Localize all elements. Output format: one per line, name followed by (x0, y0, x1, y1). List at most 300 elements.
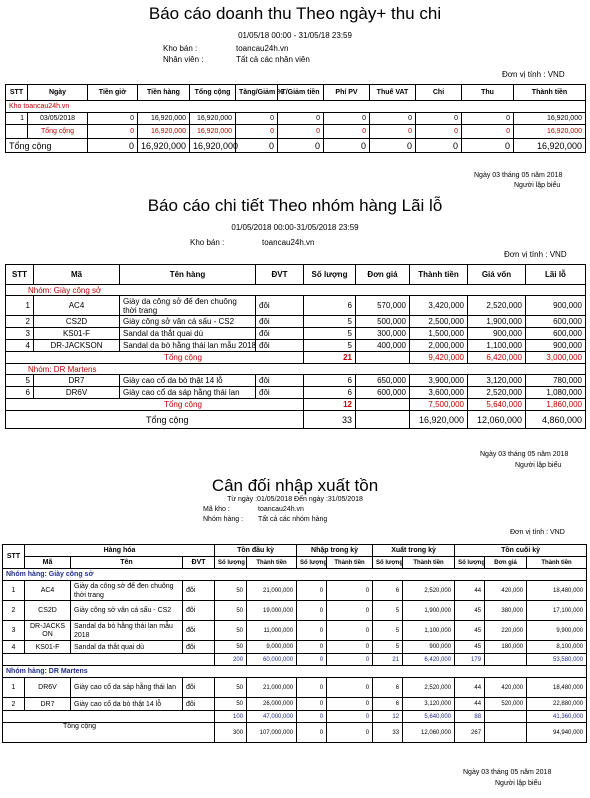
cell: 500,000 (356, 316, 410, 328)
report1-store-label: Kho bán : (163, 44, 198, 53)
cell: 5 (304, 328, 356, 340)
cell: 16,920,000 (514, 139, 586, 153)
cell: 300,000 (356, 328, 410, 340)
cell: 300 (215, 723, 247, 743)
cell: 0 (236, 125, 278, 139)
cell: 900,000 (403, 641, 455, 654)
cell: 0 (297, 601, 327, 621)
cell: 267 (455, 723, 485, 743)
report2-date: Ngày 03 tháng 05 năm 2018 (480, 451, 569, 458)
cell: đôi (183, 601, 215, 621)
col-header: Lãi lỗ (526, 265, 586, 285)
cell: đôi (183, 581, 215, 601)
cell: DR7 (25, 698, 71, 711)
report3-unit: Đơn vị tính : VND (510, 529, 565, 536)
cell: 1,080,000 (526, 387, 586, 399)
subtotal-spacer (3, 654, 215, 666)
cell: 0 (327, 698, 373, 711)
report2-store-value: toancau24h.vn (262, 238, 315, 247)
cell: 50 (215, 581, 247, 601)
col-header: Thành tiền (327, 557, 373, 569)
report2-store-label: Kho bán : (190, 238, 225, 247)
cell: 0 (327, 621, 373, 641)
col-header: Hàng hóa (25, 545, 215, 557)
cell: AC4 (34, 296, 120, 316)
col-header: Nhập trong kỳ (297, 545, 373, 557)
cell: 6 (373, 581, 403, 601)
total-row (6, 139, 586, 153)
cell: 50 (215, 641, 247, 654)
cell: 3,420,000 (410, 296, 468, 316)
group-label: Nhóm: Giày công sở (6, 285, 586, 296)
cell: 3,600,000 (410, 387, 468, 399)
col-header: STT (3, 545, 25, 569)
cell: 0 (416, 125, 462, 139)
report1-title: Báo cáo doanh thu Theo ngày+ thu chi (148, 4, 442, 23)
cell: đôi (256, 328, 304, 340)
cell: 2,520,000 (403, 581, 455, 601)
cell: 6 (373, 678, 403, 698)
cell: Giày cao cổ da sáp hằng thái lan (120, 387, 256, 399)
cell: 0 (416, 113, 462, 125)
cell: 1 (3, 678, 25, 698)
cell: 0 (462, 113, 514, 125)
cell: 50 (215, 621, 247, 641)
cell: AC4 (25, 581, 71, 601)
cell: 0 (297, 641, 327, 654)
cell: 6,420,000 (468, 352, 526, 364)
cell: 0 (416, 139, 462, 153)
subtotal-row (3, 654, 587, 666)
table-row (6, 296, 586, 316)
cell: 0 (88, 113, 138, 125)
col-header: Thu (462, 85, 514, 101)
cell: 3 (3, 621, 25, 641)
col-header: STT (6, 85, 28, 101)
cell: Giày da công sở đế đen chuông thời trang (120, 296, 256, 316)
cell: 1,900,000 (468, 316, 526, 328)
cell: 16,920,000 (514, 125, 586, 139)
col-header: Số lượng (373, 557, 403, 569)
cell: 60,000,000 (247, 654, 297, 666)
cell: 50 (215, 601, 247, 621)
subtotal-label: Tổng cộng (6, 399, 304, 411)
table-row (6, 113, 586, 125)
cell: 0 (278, 113, 324, 125)
cell: 0 (297, 678, 327, 698)
cell: đôi (256, 375, 304, 387)
cell: 21 (304, 352, 356, 364)
col-header: ĐVT (256, 265, 304, 285)
cell: đôi (256, 387, 304, 399)
cell: 4,860,000 (526, 411, 586, 429)
cell: 0 (327, 641, 373, 654)
cell: 5,640,000 (468, 399, 526, 411)
cell: 44 (455, 698, 485, 711)
profit-table (5, 264, 586, 429)
cell: 16,920,000 (410, 411, 468, 429)
cell: 6 (304, 375, 356, 387)
cell: Sandal da thắt quai dù (120, 328, 256, 340)
report3-title: Cân đối nhập xuất tồn (211, 476, 379, 495)
col-header: Thành tiền (247, 557, 297, 569)
col-header: Tổng cộng (190, 85, 236, 101)
report1-staff-value: Tất cả các nhân viên (236, 55, 310, 64)
cell: 21,000,000 (247, 581, 297, 601)
cell: 2 (3, 698, 25, 711)
col-header: Tiền hàng (138, 85, 190, 101)
cell: DR6V (25, 678, 71, 698)
group-label: Nhóm hàng: DR Martens (3, 666, 587, 678)
cell: 4 (6, 340, 34, 352)
cell: 9,420,000 (410, 352, 468, 364)
subtotal-row (6, 125, 586, 139)
report1-unit: Đơn vị tính : VND (502, 70, 565, 79)
revenue-group-row (6, 101, 586, 113)
col-header: Tồn đầu kỳ (215, 545, 297, 557)
cell: 0 (278, 125, 324, 139)
cell: 0 (278, 139, 324, 153)
report1-store-value: toancau24h.vn (236, 44, 289, 53)
report3-group-label: Nhóm hàng : (203, 516, 244, 523)
cell: Giày cao cổ da bò thật 14 lỗ (120, 375, 256, 387)
col-header: Số lượng (455, 557, 485, 569)
cell: 1,100,000 (403, 621, 455, 641)
cell: 16,920,000 (514, 113, 586, 125)
cell: 41,360,000 (527, 711, 587, 723)
cell: 21,000,000 (247, 678, 297, 698)
col-header: Thành tiền (410, 265, 468, 285)
cell: 0 (462, 125, 514, 139)
cell: Sandal da thắt quai dù (71, 641, 183, 654)
table-row (6, 375, 586, 387)
cell: 570,000 (356, 296, 410, 316)
cell: 03/05/2018 (28, 113, 88, 125)
group-label: Kho toancau24h.vn (6, 101, 586, 113)
report1-date-range: 01/05/18 00:00 - 31/05/18 23:59 (238, 31, 352, 40)
cell: 44 (455, 678, 485, 698)
group-row (6, 285, 586, 296)
cell: 12 (373, 711, 403, 723)
cell: 1,100,000 (468, 340, 526, 352)
cell: 900,000 (526, 340, 586, 352)
cell (485, 711, 527, 723)
total-label: Tổng cộng (6, 139, 88, 153)
cell: Giày công sở vân cá sấu - CS2 (71, 601, 183, 621)
cell: 33 (373, 723, 403, 743)
report2-date-range: 01/05/2018 00:00-31/05/2018 23:59 (231, 223, 359, 232)
col-header: Mã (25, 557, 71, 569)
cell: 900,000 (526, 296, 586, 316)
group-label: Nhóm hàng: Giày công sở (3, 569, 587, 581)
cell: 0 (370, 139, 416, 153)
cell: 7,500,000 (410, 399, 468, 411)
report1-staff-label: Nhân viên : (163, 55, 204, 64)
cell: 900,000 (468, 328, 526, 340)
cell: Giày cao cổ da sáp hằng thái lan (71, 678, 183, 698)
report1-date: Ngày 03 tháng 05 năm 2018 (474, 172, 563, 179)
cell: 5 (304, 340, 356, 352)
subtotal-label: Tổng cộng (28, 125, 88, 139)
subtotal-row (6, 399, 586, 411)
table-row (6, 316, 586, 328)
table-row (3, 601, 587, 621)
cell: 47,000,000 (247, 711, 297, 723)
report3-group-value: Tất cả các nhóm hàng (258, 516, 328, 523)
cell: Giày da công sở đế đen chuông thời trang (71, 581, 183, 601)
inventory-header-row (3, 545, 587, 557)
cell: 2,520,000 (403, 678, 455, 698)
cell: CS2D (34, 316, 120, 328)
table-row (6, 387, 586, 399)
cell: 3,900,000 (410, 375, 468, 387)
cell: 1 (6, 113, 28, 125)
cell: 5,640,000 (403, 711, 455, 723)
group-row (6, 364, 586, 375)
cell: 26,000,000 (247, 698, 297, 711)
cell: 180,000 (485, 641, 527, 654)
cell: 3,120,000 (403, 698, 455, 711)
cell: 5 (304, 316, 356, 328)
col-header: Tên (71, 557, 183, 569)
subtotal-label: Tổng cộng (6, 352, 304, 364)
cell: 45 (455, 621, 485, 641)
col-header: Thuế VAT (370, 85, 416, 101)
col-header: Xuất trong kỳ (373, 545, 455, 557)
col-header: STT (6, 265, 34, 285)
revenue-header-row (6, 85, 586, 101)
cell: 0 (370, 113, 416, 125)
cell: 12,060,000 (403, 723, 455, 743)
cell: 1,500,000 (410, 328, 468, 340)
cell: 0 (327, 678, 373, 698)
cell: 0 (88, 125, 138, 139)
cell: 16,920,000 (138, 125, 190, 139)
cell: 600,000 (526, 328, 586, 340)
report2-title: Báo cáo chi tiết Theo nhóm hàng Lãi lỗ (147, 196, 443, 215)
cell: 9,900,000 (527, 621, 587, 641)
cell: 6 (373, 698, 403, 711)
col-header: Tiền giờ (88, 85, 138, 101)
total-label: Tổng cộng (3, 723, 215, 743)
cell: 600,000 (526, 316, 586, 328)
total-label: Tổng cộng (6, 411, 304, 429)
cell: KS01-F (25, 641, 71, 654)
cell: 0 (297, 581, 327, 601)
col-header: Thành tiền (527, 557, 587, 569)
cell: 50 (215, 698, 247, 711)
cell: 100 (215, 711, 247, 723)
cell: 3 (6, 328, 34, 340)
report2-unit: Đơn vị tính : VND (504, 250, 567, 259)
cell: 19,000,000 (247, 601, 297, 621)
inventory-table (2, 544, 587, 743)
cell: 400,000 (356, 340, 410, 352)
cell: 4 (3, 641, 25, 654)
col-header: Phí PV (324, 85, 370, 101)
cell: 520,000 (485, 698, 527, 711)
cell: 600,000 (356, 387, 410, 399)
cell: 17,100,000 (527, 601, 587, 621)
col-header: Ngày (28, 85, 88, 101)
cell: 94,940,000 (527, 723, 587, 743)
report3-signer: Người lập biểu (495, 780, 542, 787)
cell: 53,580,000 (527, 654, 587, 666)
col-header: Tên hàng (120, 265, 256, 285)
cell: 45 (455, 601, 485, 621)
cell: 16,920,000 (190, 125, 236, 139)
cell: DR7 (34, 375, 120, 387)
cell: 88 (455, 711, 485, 723)
group-label: Nhóm: DR Martens (6, 364, 586, 375)
cell: 2 (6, 316, 34, 328)
cell: 2,000,000 (410, 340, 468, 352)
cell: 0 (324, 113, 370, 125)
subtotal-row (6, 352, 586, 364)
cell: 2,520,000 (468, 296, 526, 316)
profit-header-row (6, 265, 586, 285)
cell: 0 (88, 139, 138, 153)
cell: 1,860,000 (526, 399, 586, 411)
report3-date: Ngày 03 tháng 05 năm 2018 (463, 769, 552, 776)
cell: 6 (304, 296, 356, 316)
total-row (3, 723, 587, 743)
col-header: Chi (416, 85, 462, 101)
report2-signer: Người lập biểu (515, 462, 562, 469)
cell: đôi (183, 698, 215, 711)
cell: 5 (373, 641, 403, 654)
cell: 5 (373, 601, 403, 621)
cell: 1 (6, 296, 34, 316)
cell: 18,480,000 (527, 581, 587, 601)
cell: 45 (455, 641, 485, 654)
revenue-table (5, 84, 586, 153)
cell: 0 (327, 581, 373, 601)
cell: 2 (3, 601, 25, 621)
cell: 650,000 (356, 375, 410, 387)
col-header: Số lượng (304, 265, 356, 285)
subtotal-spacer (3, 711, 215, 723)
cell: 420,000 (485, 581, 527, 601)
cell: 0 (236, 113, 278, 125)
cell: DR-JACKSON (25, 621, 71, 641)
cell: 2,500,000 (410, 316, 468, 328)
col-header: Thành tiền (514, 85, 586, 101)
table-row (3, 581, 587, 601)
cell: Giày cao cổ da bò thật 14 lỗ (71, 698, 183, 711)
cell: đôi (256, 316, 304, 328)
col-header: Số lượng (297, 557, 327, 569)
cell: 16,920,000 (138, 139, 190, 153)
cell: 0 (297, 723, 327, 743)
cell: 107,000,000 (247, 723, 297, 743)
cell: 0 (327, 723, 373, 743)
cell: 3,120,000 (468, 375, 526, 387)
cell: 6,420,000 (403, 654, 455, 666)
cell: Sandal da bò hằng thái lan mẫu 2018 (120, 340, 256, 352)
cell: 44 (455, 581, 485, 601)
cell: 6 (6, 387, 34, 399)
cell (356, 352, 410, 364)
cell: 1 (3, 581, 25, 601)
group-row (3, 666, 587, 678)
cell: 0 (324, 125, 370, 139)
cell: 0 (297, 711, 327, 723)
cell (485, 723, 527, 743)
col-header: Thành tiền (403, 557, 455, 569)
cell: 18,480,000 (527, 678, 587, 698)
cell: 12,060,000 (468, 411, 526, 429)
report3-date-range: Từ ngày :01/05/2018 Đến ngày :31/05/2018 (227, 496, 363, 503)
cell: 179 (455, 654, 485, 666)
col-header: Mã (34, 265, 120, 285)
table-row (6, 340, 586, 352)
cell: 0 (297, 698, 327, 711)
total-row (6, 411, 586, 429)
cell: 22,880,000 (527, 698, 587, 711)
cell: 200 (215, 654, 247, 666)
cell: 2,520,000 (468, 387, 526, 399)
cell: đôi (183, 641, 215, 654)
report3-store-value: toancau24h.vn (258, 506, 304, 513)
table-row (6, 328, 586, 340)
col-header: Đơn giá (485, 557, 527, 569)
cell: 420,000 (485, 678, 527, 698)
cell: đôi (256, 296, 304, 316)
report3-store-label: Mã kho : (203, 506, 230, 513)
inventory-subheader-row (3, 557, 587, 569)
cell: 780,000 (526, 375, 586, 387)
cell: 5 (373, 621, 403, 641)
cell: 0 (297, 654, 327, 666)
subtotal-row (3, 711, 587, 723)
cell: 5 (6, 375, 34, 387)
cell: đôi (183, 678, 215, 698)
col-header: Tồn cuối kỳ (455, 545, 587, 557)
cell: 50 (215, 678, 247, 698)
cell: 380,000 (485, 601, 527, 621)
table-row (3, 698, 587, 711)
cell: 21 (373, 654, 403, 666)
cell: 0 (297, 621, 327, 641)
cell: 16,920,000 (190, 139, 236, 153)
table-row (3, 621, 587, 641)
col-header: Giá vốn (468, 265, 526, 285)
cell: Sandal da bò hằng thái lan mẫu 2018 (71, 621, 183, 641)
cell: 3,000,000 (526, 352, 586, 364)
col-header: ĐVT (183, 557, 215, 569)
cell: CS2D (25, 601, 71, 621)
cell: 11,000,000 (247, 621, 297, 641)
cell: DR-JACKSON (34, 340, 120, 352)
cell: 0 (236, 139, 278, 153)
cell: đôi (183, 621, 215, 641)
cell: đôi (256, 340, 304, 352)
cell: Giày công sở vân cá sấu - CS2 (120, 316, 256, 328)
cell: 0 (462, 139, 514, 153)
cell (356, 399, 410, 411)
col-header: Tăng/Giảm % (236, 85, 278, 101)
col-header: T/Giảm tiền (278, 85, 324, 101)
cell: 0 (327, 711, 373, 723)
cell: DR6V (34, 387, 120, 399)
cell: 220,000 (485, 621, 527, 641)
cell (485, 654, 527, 666)
col-header: Đơn giá (356, 265, 410, 285)
cell: KS01-F (34, 328, 120, 340)
cell: 33 (304, 411, 356, 429)
cell: 8,100,000 (527, 641, 587, 654)
